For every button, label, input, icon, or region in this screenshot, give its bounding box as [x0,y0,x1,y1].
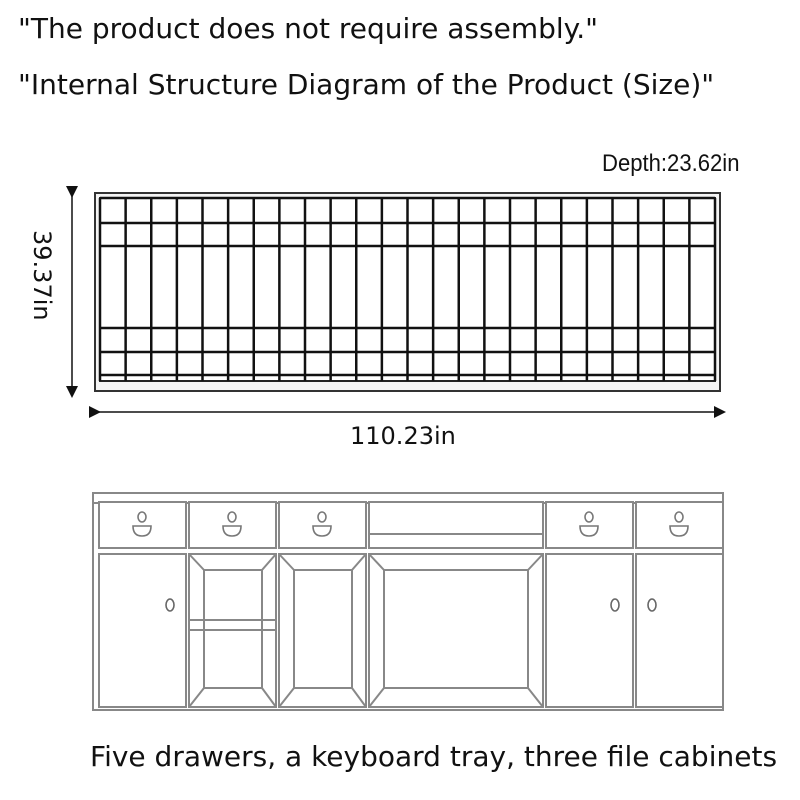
features-caption: Five drawers, a keyboard tray, three file cabinets [90,740,778,773]
width-label: 110.23in [350,422,456,450]
drawer-3 [279,502,366,548]
drawer-2 [189,502,276,548]
drawer-4 [546,502,633,548]
cabinet-1 [99,554,186,707]
cabinet-2 [546,554,633,707]
cabinet-3 [636,554,723,707]
keyboard-tray [369,534,543,548]
drawer-1 [99,502,186,548]
diagram-title: "Internal Structure Diagram of the Product (Size)" [18,68,715,101]
drawer-5 [636,502,723,548]
knee-space [369,554,543,707]
depth-label: Depth:23.62in [602,150,740,177]
top-view-grid [95,193,720,391]
front-view [93,493,723,710]
note-no-assembly: "The product does not require assembly." [18,12,599,45]
height-label: 39.37in [28,230,56,321]
